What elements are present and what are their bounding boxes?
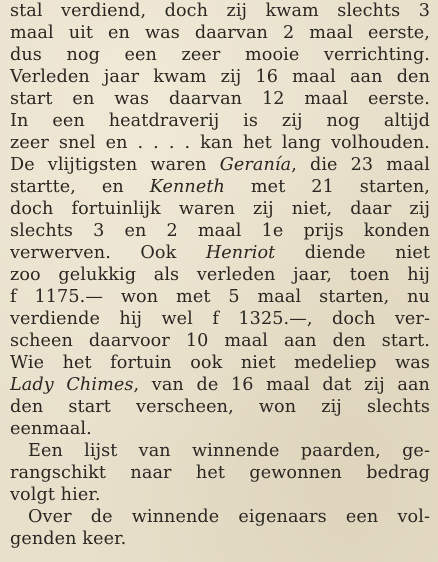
text-line: verdiende hij wel f 1325.—, doch ver- xyxy=(10,309,430,329)
text-segment: diende niet xyxy=(275,243,430,263)
text-line: Verleden jaar kwam zij 16 maal aan den xyxy=(10,67,430,87)
text-line: rangschikt naar het gewonnen bedrag xyxy=(10,463,430,483)
text-line: start en was daarvan 12 maal eerste. xyxy=(10,89,430,109)
text-line: Over de winnende eigenaars een vol- xyxy=(28,507,430,527)
horse-name-gerania: Geranía xyxy=(219,155,292,175)
text-line: doch fortuinlijk waren zij niet, daar zij xyxy=(10,199,430,219)
text-segment: startte, en xyxy=(10,177,150,197)
text-line: Wie het fortuin ook niet medeliep was xyxy=(10,353,430,373)
article-text xyxy=(10,0,430,550)
text-line: dus nog een zeer mooie verrichting. xyxy=(10,45,430,65)
text-line xyxy=(10,176,430,198)
horse-name-lady-chimes: Lady Chimes xyxy=(10,375,134,395)
text-segment: , van de 16 maal dat zij aan xyxy=(133,375,430,395)
text-line: stal verdiend, doch zij kwam slechts 3 xyxy=(10,1,430,21)
text-line: eenmaal. xyxy=(10,419,92,439)
text-segment: , die 23 maal xyxy=(291,155,430,175)
text-line xyxy=(10,374,430,396)
text-line: Een lijst van winnende paarden, ge- xyxy=(28,441,430,461)
horse-name-henriot: Henriot xyxy=(205,243,276,263)
text-line: slechts 3 en 2 maal 1e prijs konden xyxy=(10,221,430,241)
text-line xyxy=(10,242,430,264)
horse-name-kenneth: Kenneth xyxy=(149,177,225,197)
text-segment: met 21 starten, xyxy=(224,177,430,197)
text-line: In een heatdraverij is zij nog altijd xyxy=(10,111,430,131)
text-line: genden keer. xyxy=(10,529,127,549)
text-segment: verwerven. Ook xyxy=(10,243,206,263)
text-line: maal uit en was daarvan 2 maal eerste, xyxy=(10,23,430,43)
text-line xyxy=(10,154,430,176)
text-line: scheen daarvoor 10 maal aan den start. xyxy=(10,331,430,351)
text-line: zoo gelukkig als verleden jaar, toen hij xyxy=(10,265,430,285)
text-line: f 1175.— won met 5 maal starten, nu xyxy=(10,287,430,307)
text-line: volgt hier. xyxy=(10,485,101,505)
text-segment: De vlijtigsten waren xyxy=(10,155,220,175)
text-line: zeer snel en . . . . kan het lang volhouden. xyxy=(10,133,430,153)
text-line: den start verscheen, won zij slechts xyxy=(10,397,430,417)
